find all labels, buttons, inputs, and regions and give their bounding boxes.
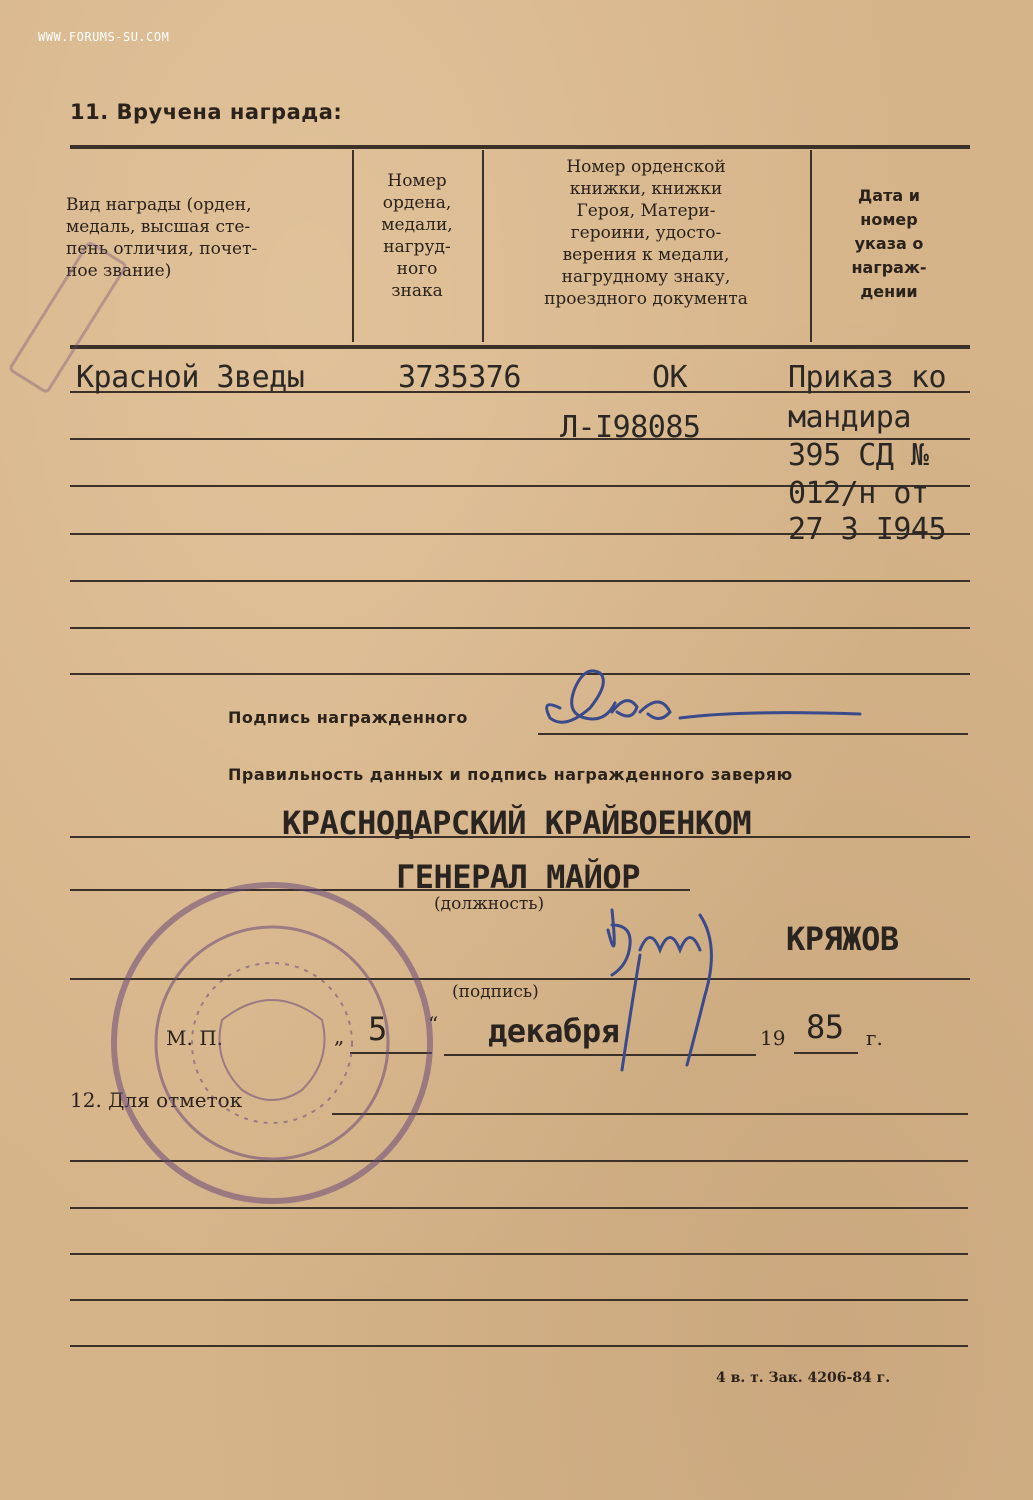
seal-place-label: М. П.	[166, 1026, 223, 1050]
award-type-value: Красной Зведы	[76, 360, 305, 395]
header-decree: Дата и номер указа о награж- дении	[851, 186, 927, 301]
book-code-value: ОК	[652, 360, 688, 395]
year-prefix: 19	[760, 1026, 786, 1050]
round-seal	[114, 885, 430, 1201]
corner-stamp	[10, 242, 127, 393]
print-order-number: 4 в. т. Зак. 4206-84 г.	[716, 1370, 891, 1386]
decree-line-4: 012/н от	[788, 476, 929, 511]
year-unit: г.	[866, 1026, 883, 1050]
decree-line-3: 395 СД №	[788, 438, 929, 473]
header-book-number: Номер орденской книжки, книжки Героя, Матери- героини, удосто- верения к медали, нагрудному знаку, проездного документа	[544, 157, 748, 309]
position-caption: (должность)	[434, 894, 545, 914]
signature-caption: (подпись)	[452, 982, 539, 1002]
commissar-signature	[608, 910, 711, 1070]
book-number-value: Л-I98085	[560, 410, 701, 445]
section-11-title: 11. Вручена награда:	[70, 100, 343, 124]
award-number-value: 3735376	[398, 360, 521, 395]
header-award-type: Вид награды (орден, медаль, высшая сте- пень отличия, почет- ное звание)	[66, 195, 258, 281]
decree-line-2: мандира	[788, 400, 911, 435]
watermark: WWW.FORUMS-SU.COM	[38, 30, 170, 44]
year-suffix: 85	[806, 1008, 844, 1046]
military-office: КРАСНОДАРСКИЙ КРАЙВОЕНКОМ	[282, 804, 752, 842]
certification-label: Правильность данных и подпись награжденного заверяю	[228, 765, 793, 784]
awardee-signature-label: Подпись награжденного	[228, 708, 468, 727]
awardee-signature	[547, 671, 860, 722]
signer-position: ГЕНЕРАЛ МАЙОР	[396, 858, 640, 896]
date-open-quote: „	[334, 1024, 345, 1048]
date-month: декабря	[488, 1012, 620, 1050]
signer-name: КРЯЖОВ	[786, 920, 899, 958]
date-close-quote: “	[428, 1012, 439, 1036]
section-12-title: 12. Для отметок	[70, 1088, 243, 1112]
date-day: 5	[368, 1010, 387, 1048]
header-award-number: Номер ордена, медали, нагруд- ного знака	[381, 171, 453, 301]
decree-line-1: Приказ ко	[788, 360, 947, 395]
decree-line-5: 27 3 I945	[788, 512, 947, 547]
